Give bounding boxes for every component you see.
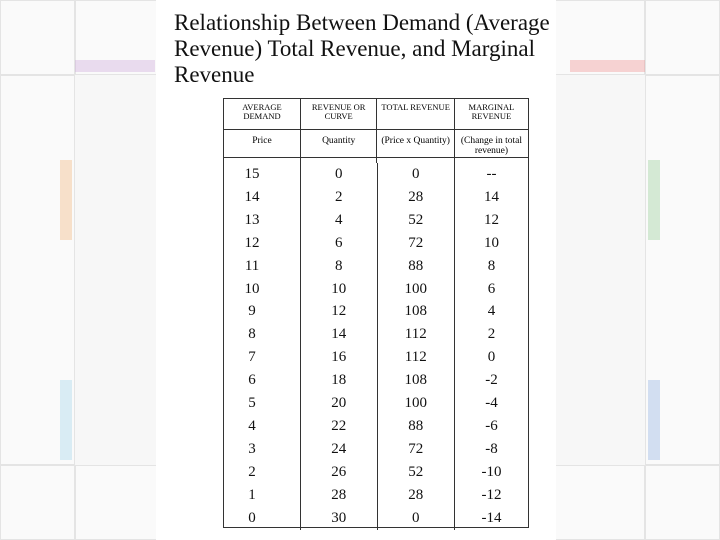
- cell-quantity: 0: [301, 163, 377, 186]
- cell-marginal-revenue: -2: [485, 372, 498, 389]
- header-revenue-curve: REVENUE OR CURVE: [300, 99, 376, 129]
- cell-quantity: 6: [301, 232, 377, 255]
- cell-marginal-revenue: 14: [483, 188, 499, 205]
- cell-quantity: 30: [301, 507, 377, 530]
- cell-total-revenue: 100: [377, 392, 454, 415]
- cell-quantity: 2: [301, 186, 377, 209]
- table-row: [224, 346, 528, 369]
- subheader-price: Price: [224, 129, 300, 157]
- cell-total-revenue: 112: [377, 323, 454, 346]
- cell-price: 12: [224, 232, 301, 255]
- cell-marginal-revenue: --: [486, 166, 497, 182]
- cell-quantity: 10: [301, 278, 377, 301]
- cell-price: 4: [224, 415, 301, 438]
- cell-total-revenue: 72: [377, 438, 454, 461]
- cell-marginal-revenue: -8: [485, 440, 498, 457]
- cell-marginal-revenue: -4: [485, 395, 498, 412]
- color-strip: [648, 380, 660, 460]
- cell-marginal-revenue: 0: [487, 349, 496, 366]
- table-body: [224, 163, 528, 530]
- table-row: [224, 415, 528, 438]
- table-row: [224, 507, 528, 530]
- cell-price: 2: [224, 461, 301, 484]
- revenue-table: [223, 98, 529, 528]
- color-strip: [75, 60, 155, 72]
- cell-quantity: 22: [301, 415, 377, 438]
- cell-price: 6: [224, 369, 301, 392]
- cell-total-revenue: 100: [377, 278, 454, 301]
- cell-total-revenue: 88: [377, 255, 454, 278]
- corner-tile-bottom-right: [645, 465, 720, 540]
- header-total-revenue: TOTAL REVENUE: [377, 99, 454, 129]
- header-average-demand: AVERAGE DEMAND: [224, 99, 300, 129]
- cell-total-revenue: 108: [377, 369, 454, 392]
- color-strip: [570, 60, 645, 72]
- table-row: [224, 392, 528, 415]
- cell-quantity: 16: [301, 346, 377, 369]
- cell-marginal-revenue: -12: [481, 486, 502, 503]
- cell-quantity: 26: [301, 461, 377, 484]
- table-row: [224, 300, 528, 323]
- cell-price: 14: [224, 186, 301, 209]
- cell-price: 1: [224, 484, 301, 507]
- cell-total-revenue: 52: [377, 209, 454, 232]
- color-strip: [60, 160, 72, 240]
- cell-total-revenue: 0: [377, 507, 454, 530]
- subheader-price-x-quantity: (Price x Quantity): [377, 129, 454, 157]
- cell-price: 0: [224, 507, 301, 530]
- cell-price: 7: [224, 346, 301, 369]
- table-row: [224, 323, 528, 346]
- corner-tile-top-right: [645, 0, 720, 75]
- cell-total-revenue: 52: [377, 461, 454, 484]
- color-strip: [60, 380, 72, 460]
- cell-quantity: 28: [301, 484, 377, 507]
- corner-tile-bottom-left: [0, 465, 75, 540]
- cell-price: 11: [224, 255, 301, 278]
- cell-marginal-revenue: -10: [481, 463, 502, 480]
- cell-quantity: 4: [301, 209, 377, 232]
- table-row: [224, 255, 528, 278]
- cell-marginal-revenue: 4: [487, 303, 496, 320]
- cell-price: 3: [224, 438, 301, 461]
- cell-marginal-revenue: 12: [483, 211, 499, 228]
- cell-quantity: 14: [301, 323, 377, 346]
- table-row: [224, 369, 528, 392]
- header-marginal-revenue: MARGINAL REVENUE: [454, 99, 528, 129]
- subheader-change-in-total-revenue: (Change in total revenue): [454, 129, 528, 157]
- cell-total-revenue: 112: [377, 346, 454, 369]
- cell-marginal-revenue: -14: [481, 509, 502, 526]
- cell-price: 15: [224, 163, 301, 186]
- table-row: [224, 163, 528, 186]
- cell-total-revenue: 72: [377, 232, 454, 255]
- cell-quantity: 8: [301, 255, 377, 278]
- subheader-quantity: Quantity: [300, 129, 376, 157]
- cell-price: 8: [224, 323, 301, 346]
- color-strip: [648, 160, 660, 240]
- cell-total-revenue: 28: [377, 186, 454, 209]
- group-header-row: [224, 99, 528, 129]
- cell-total-revenue: 108: [377, 300, 454, 323]
- table-row: [224, 278, 528, 301]
- cell-total-revenue: 88: [377, 415, 454, 438]
- table-row: [224, 438, 528, 461]
- cell-quantity: 24: [301, 438, 377, 461]
- table-row: [224, 186, 528, 209]
- cell-marginal-revenue: -6: [485, 417, 498, 434]
- table-row: [224, 232, 528, 255]
- cell-marginal-revenue: 10: [483, 234, 499, 251]
- cell-quantity: 12: [301, 300, 377, 323]
- table-row: [224, 209, 528, 232]
- cell-marginal-revenue: 6: [487, 280, 496, 297]
- corner-tile-top-left: [0, 0, 75, 75]
- cell-price: 5: [224, 392, 301, 415]
- cell-marginal-revenue: 2: [487, 326, 496, 343]
- slide-title: Relationship Between Demand (Average Revenue) Total Revenue, and Marginal Revenue: [174, 10, 550, 87]
- cell-price: 13: [224, 209, 301, 232]
- cell-price: 10: [224, 278, 301, 301]
- cell-total-revenue: 28: [377, 484, 454, 507]
- sub-header-row: [224, 129, 528, 157]
- cell-marginal-revenue: 8: [487, 257, 496, 274]
- cell-price: 9: [224, 300, 301, 323]
- cell-quantity: 20: [301, 392, 377, 415]
- cell-total-revenue: 0: [377, 163, 454, 186]
- cell-quantity: 18: [301, 369, 377, 392]
- table-row: [224, 484, 528, 507]
- table-row: [224, 461, 528, 484]
